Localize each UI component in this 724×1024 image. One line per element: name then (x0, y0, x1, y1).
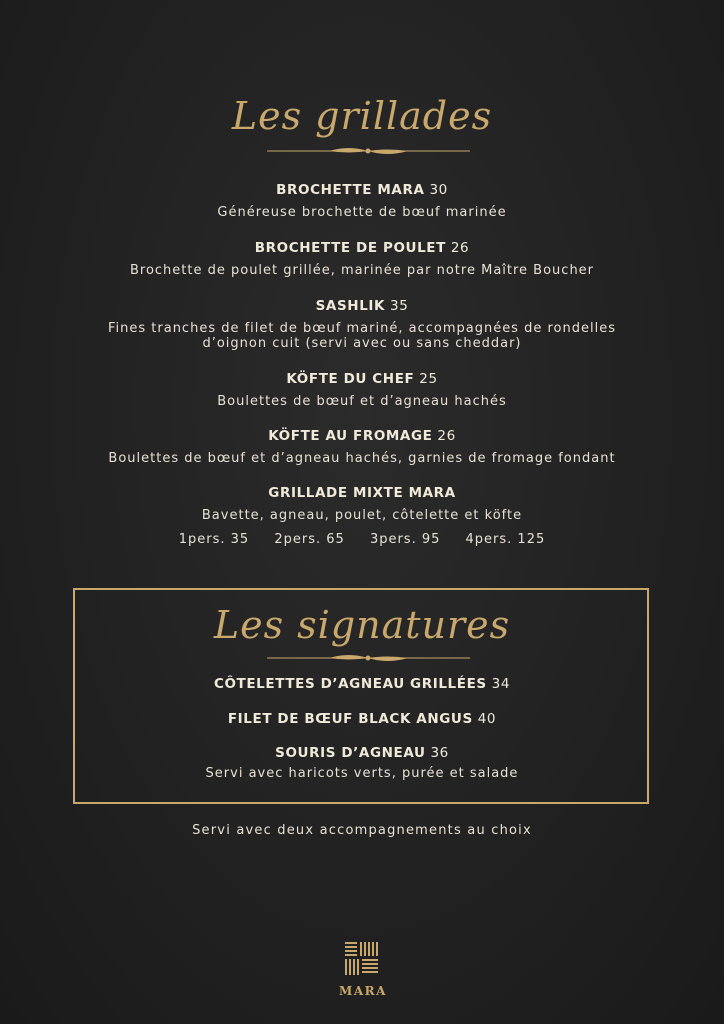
item-price: 30 (429, 182, 448, 198)
item-name: KÖFTE DU CHEF (286, 371, 415, 387)
ornament-divider-icon (267, 145, 470, 157)
item-name: GRILLADE MIXTE MARA (268, 485, 456, 501)
menu-item (0, 710, 724, 728)
item-description-line: d’oignon cuit (servi avec ou sans cheddar) (202, 336, 522, 351)
item-price: 36 (430, 745, 449, 761)
menu-item (0, 484, 724, 524)
item-description: Généreuse brochette de bœuf marinée (217, 205, 507, 220)
item-description: Brochette de poulet grillée, marinée par notre Maître Boucher (129, 263, 595, 278)
menu-item (0, 181, 724, 221)
item-price: 40 (477, 711, 497, 727)
item-description: Boulettes de bœuf et d’agneau hachés, garnies de fromage fondant (108, 451, 616, 466)
item-description: Servi avec haricots verts, purée et salade (205, 766, 519, 781)
item-price: 26 (450, 240, 470, 256)
menu-item (0, 239, 724, 279)
persons-price: 4pers. 125 (465, 532, 546, 547)
section-title-grillades: Les grillades (231, 94, 493, 138)
item-price: 25 (419, 371, 438, 387)
menu-item (0, 297, 724, 351)
item-name: BROCHETTE DE POULET (254, 240, 446, 256)
item-name: SOURIS D’AGNEAU (275, 745, 426, 761)
persons-price: 2pers. 65 (274, 532, 345, 547)
persons-price-row (0, 532, 724, 547)
logo-wordmark: MARA (339, 984, 387, 998)
section-title-signatures: Les signatures (213, 603, 511, 647)
ornament-divider-icon (267, 652, 470, 664)
mara-logo (336, 940, 390, 1002)
mara-logo-icon (336, 940, 390, 980)
item-description: Boulettes de bœuf et d’agneau hachés (217, 394, 507, 409)
persons-price: 3pers. 95 (369, 532, 441, 547)
item-name: BROCHETTE MARA (276, 182, 425, 198)
item-price: 26 (437, 428, 456, 444)
item-price: 35 (390, 298, 409, 314)
persons-price: 1pers. 35 (178, 532, 250, 547)
item-description-line: Fines tranches de filet de bœuf mariné, accompagnées de rondelles (108, 321, 616, 336)
menu-item (0, 370, 724, 410)
menu-item (0, 744, 724, 782)
footer-note: Servi avec deux accompagnements au choix (192, 823, 532, 838)
item-name: CÔTELETTES D’AGNEAU GRILLÉES (213, 676, 487, 692)
item-name: KÖFTE AU FROMAGE (268, 428, 433, 444)
item-price: 34 (491, 676, 511, 692)
menu-item (0, 675, 724, 693)
menu-item (0, 427, 724, 467)
item-name: FILET DE BŒUF BLACK ANGUS (227, 711, 473, 727)
item-name: SASHLIK (315, 298, 386, 314)
item-description: Bavette, agneau, poulet, côtelette et köfte (201, 508, 523, 523)
